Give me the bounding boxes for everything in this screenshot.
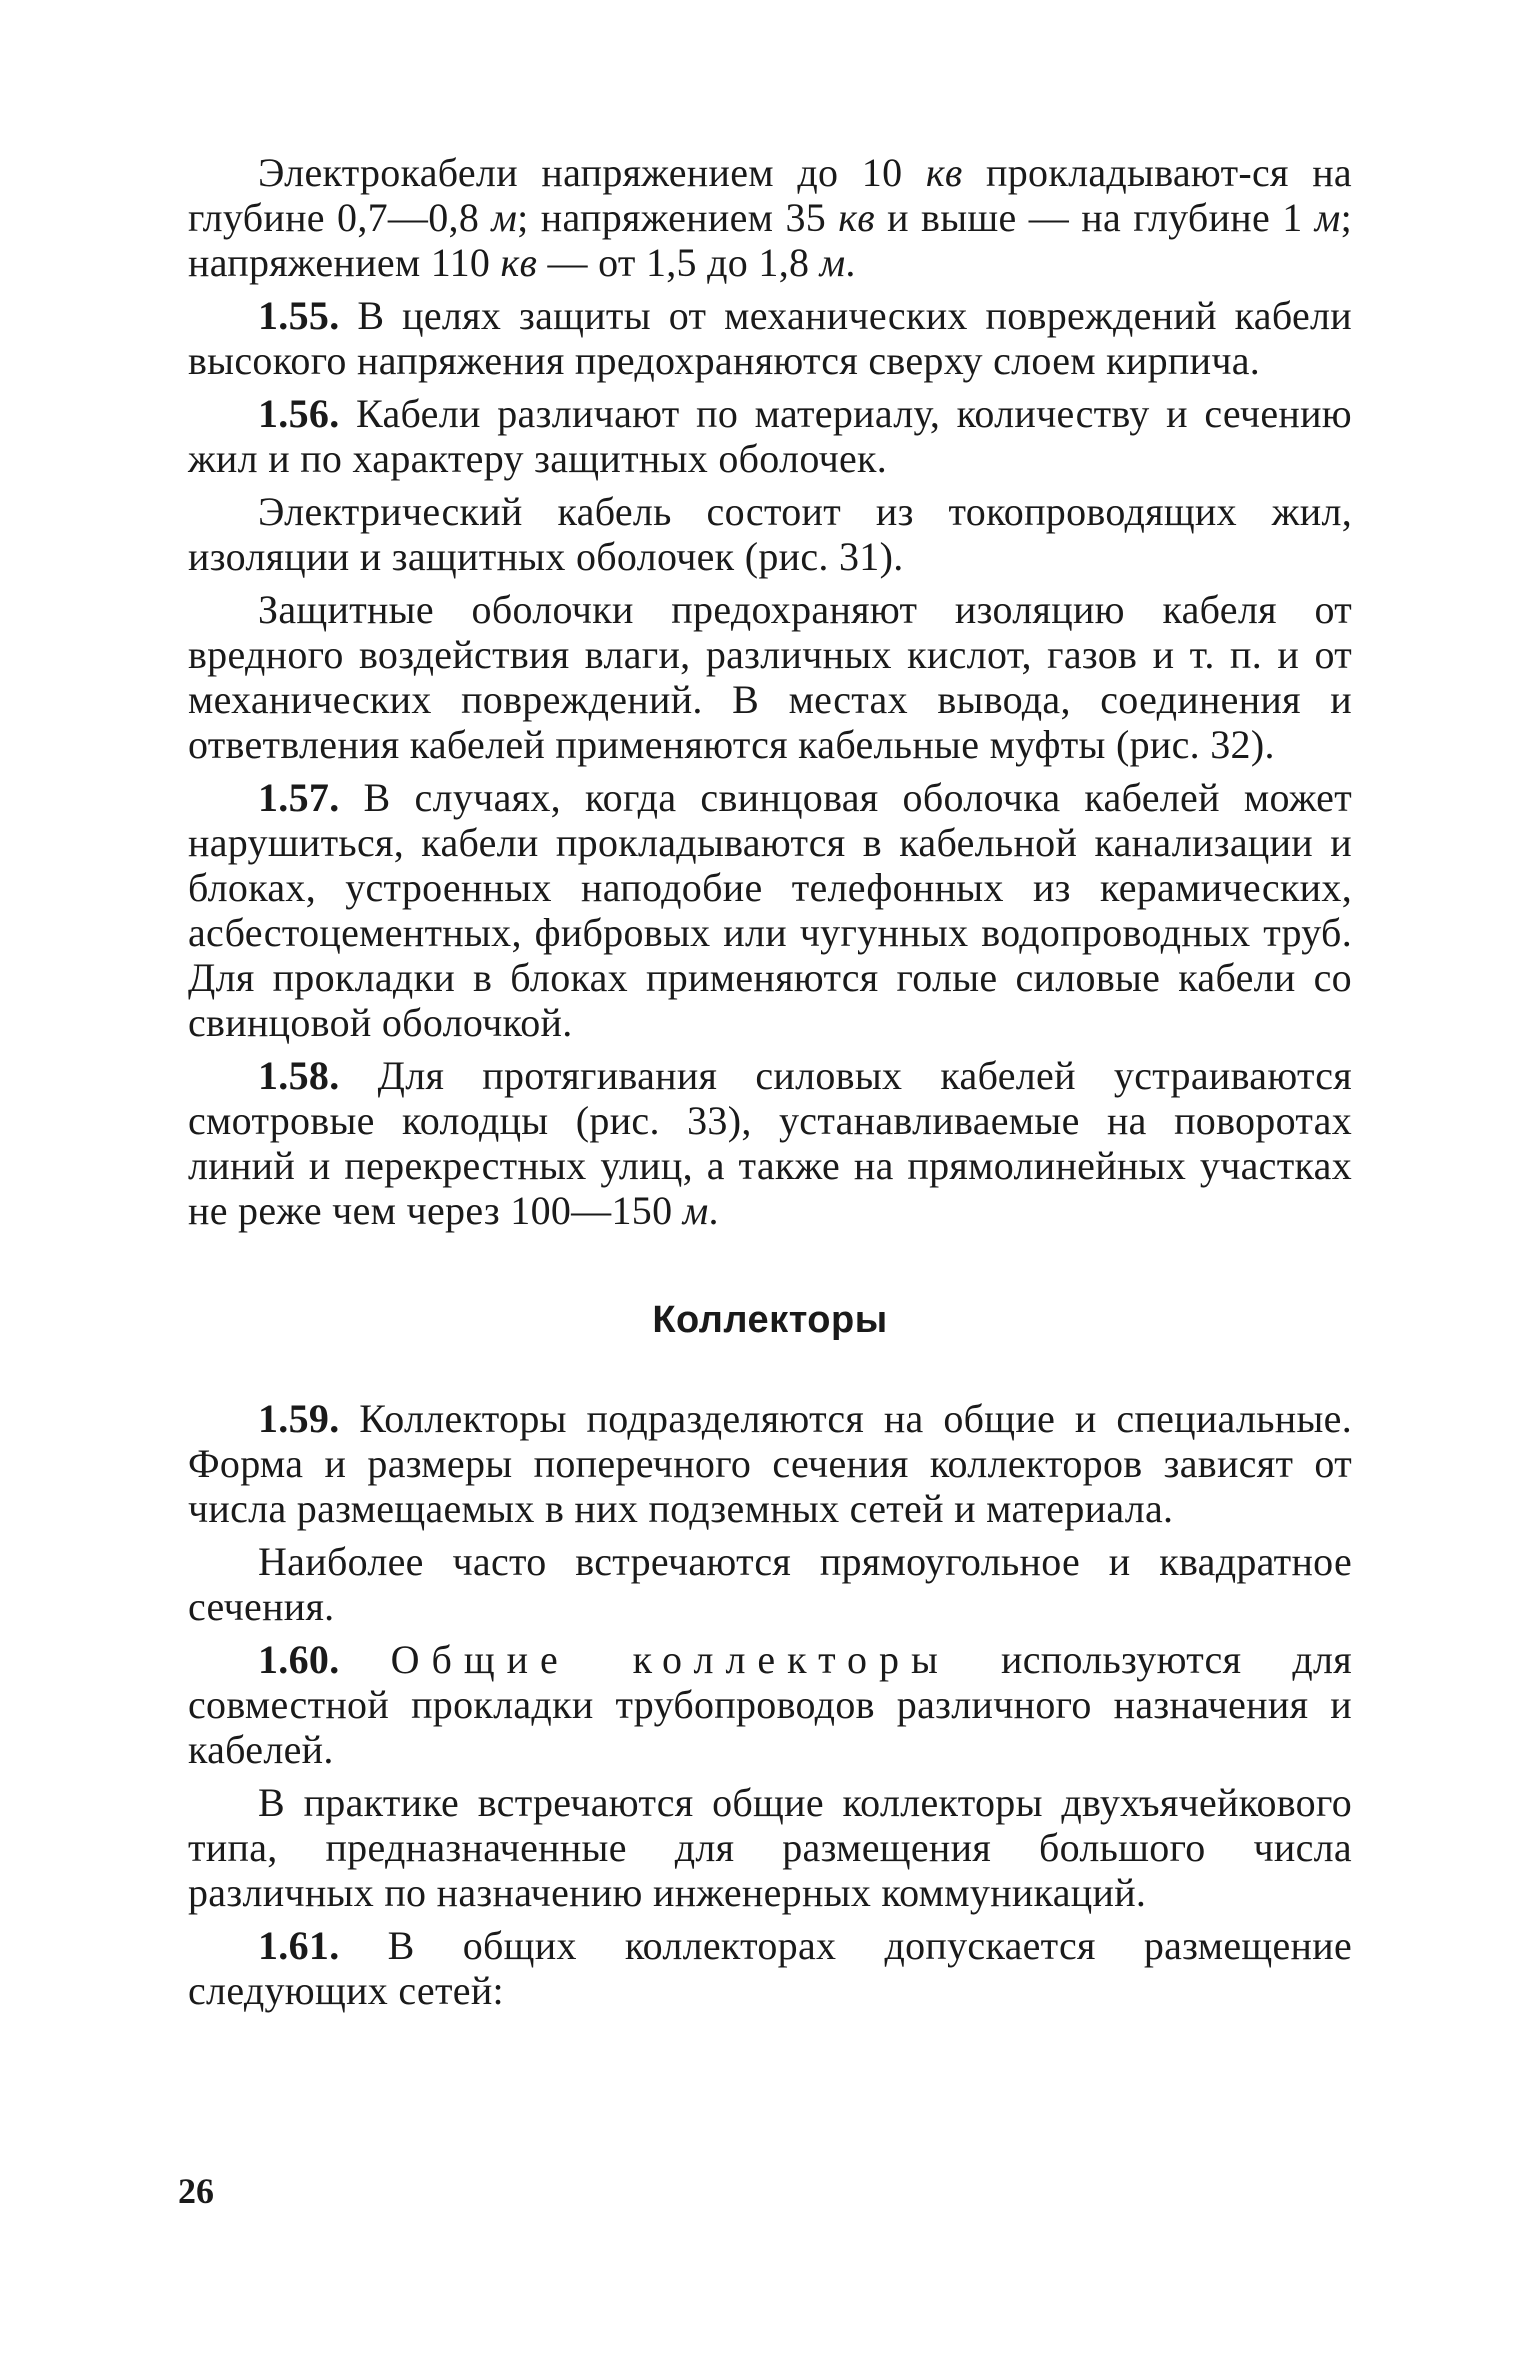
section-heading: Коллекторы bbox=[652, 1299, 888, 1341]
paragraph-p4 bbox=[188, 489, 1352, 579]
section-number: 1.61. bbox=[258, 1923, 340, 1968]
paragraph-p11 bbox=[188, 1780, 1352, 1915]
section-number: 1.56. bbox=[258, 391, 340, 436]
text-segment: Наиболее часто встречаются прямоугольное и квадратное сечения. bbox=[188, 1539, 1352, 1629]
text-segment: — от 1,5 до 1,8 bbox=[537, 240, 820, 285]
text-segment: Электрокабели напряжением до 10 bbox=[258, 150, 926, 195]
paragraph-p10 bbox=[188, 1637, 1352, 1772]
section-number: 1.59. bbox=[258, 1396, 340, 1441]
text-segment: ; напряжением 110 bbox=[188, 195, 1352, 285]
unit-label: м bbox=[1314, 195, 1341, 240]
text-block-bottom bbox=[188, 1396, 1352, 2013]
text-segment: прокладывают-ся на глубине 0,7—0,8 bbox=[188, 150, 1352, 240]
section-number: 1.55. bbox=[258, 293, 340, 338]
unit-label: м bbox=[819, 240, 846, 285]
paragraph-p2 bbox=[188, 293, 1352, 383]
text-segment: ; напряжением 35 bbox=[517, 195, 839, 240]
text-segment: Для протягивания силовых кабелей устраиваются смотровые колодцы (рис. 33), устанавливаемые на поворотах линий и перекрестных улиц, а также на прямолинейных участках не реже чем через 100—150 bbox=[188, 1053, 1352, 1233]
paragraph-p5 bbox=[188, 587, 1352, 767]
paragraph-p1 bbox=[188, 150, 1352, 285]
text-segment: . bbox=[708, 1188, 719, 1233]
text-segment: Электрический кабель состоит из токопроводящих жил, изоляции и защитных оболочек (рис. 31). bbox=[188, 489, 1352, 579]
text-segment: Защитные оболочки предохраняют изоляцию кабеля от вредного воздействия влаги, различных кислот, газов и т. п. и от механических повреждений. В местах вывода, соединения и ответвления кабелей применяются кабельные муфты (рис. 32). bbox=[188, 587, 1352, 767]
text-segment: используются для совместной прокладки трубопроводов различного назначения и кабелей. bbox=[188, 1637, 1352, 1772]
section-number: 1.57. bbox=[258, 775, 340, 820]
page-number: 26 bbox=[178, 2171, 214, 2211]
text-segment: Общие коллекторы bbox=[390, 1637, 950, 1682]
paragraph-p7 bbox=[188, 1053, 1352, 1233]
paragraph-p12 bbox=[188, 1923, 1352, 2013]
paragraph-p3 bbox=[188, 391, 1352, 481]
text-segment bbox=[340, 1637, 391, 1682]
unit-label: м bbox=[682, 1188, 709, 1233]
unit-label: кв bbox=[500, 240, 538, 285]
paragraph-p9 bbox=[188, 1539, 1352, 1629]
unit-label: кв bbox=[925, 150, 963, 195]
unit-label: м bbox=[491, 195, 518, 240]
text-block-top bbox=[188, 150, 1352, 1233]
text-segment: В общих коллекторах допускается размещение следующих сетей: bbox=[188, 1923, 1352, 2013]
section-number: 1.60. bbox=[258, 1637, 340, 1682]
paragraph-p8 bbox=[188, 1396, 1352, 1531]
paragraph-p6 bbox=[188, 775, 1352, 1045]
text-segment: В целях защиты от механических повреждений кабели высокого напряжения предохраняются сверху слоем кирпича. bbox=[188, 293, 1352, 383]
text-segment: Коллекторы подразделяются на общие и специальные. Форма и размеры поперечного сечения коллекторов зависят от числа размещаемых в них подземных сетей и материала. bbox=[188, 1396, 1352, 1531]
section-number: 1.58. bbox=[258, 1053, 340, 1098]
unit-label: кв bbox=[838, 195, 875, 240]
text-segment: В случаях, когда свинцовая оболочка кабелей может нарушиться, кабели прокладываются в кабельной канализации и блоках, устроенных наподобие телефонных из керамических, асбестоцементных, фибровых или чугунных водопроводных труб. Для прокладки в блоках применяются голые силовые кабели со свинцовой оболочкой. bbox=[188, 775, 1352, 1045]
text-segment: . bbox=[845, 240, 856, 285]
text-segment: Кабели различают по материалу, количеству и сечению жил и по характеру защитных оболочек. bbox=[188, 391, 1352, 481]
text-segment: В практике встречаются общие коллекторы двухъячейкового типа, предназначенные для размещения большого числа различных по назначению инженерных коммуникаций. bbox=[188, 1780, 1352, 1915]
page-content bbox=[188, 150, 1352, 2021]
text-segment: и выше — на глубине 1 bbox=[874, 195, 1315, 240]
